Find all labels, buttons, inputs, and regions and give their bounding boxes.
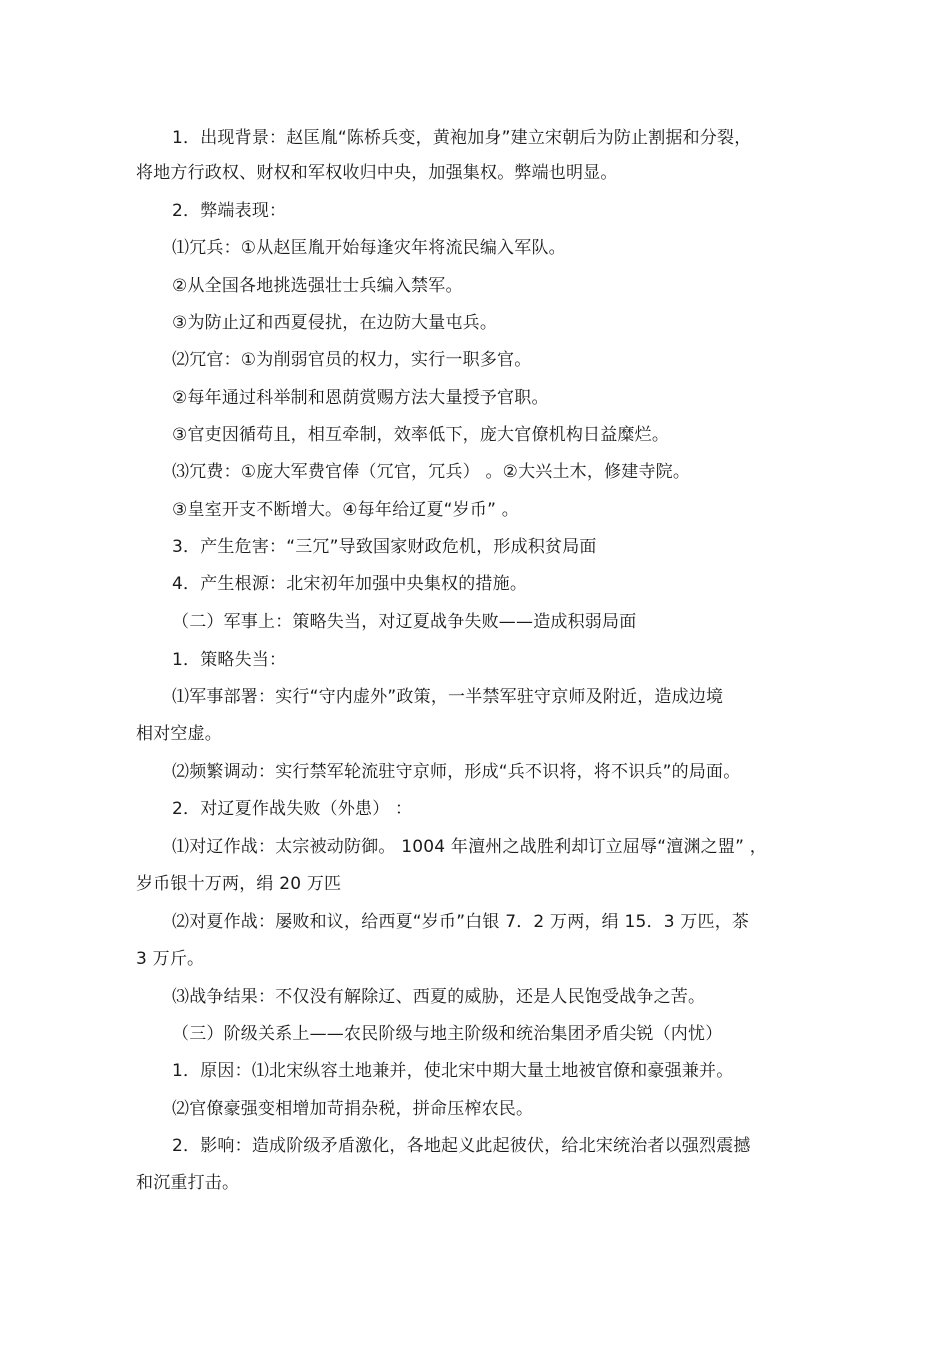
text-line: 1．原因：⑴北宋纵容土地兼并，使北宋中期大量土地被官僚和豪强兼并。 (172, 1061, 734, 1081)
text-line: 2．对辽夏作战失败（外患） ： (172, 799, 413, 819)
text-line: 2．弊端表现： (172, 201, 287, 221)
text-line: 1．策略失当： (172, 650, 287, 670)
text-line: ⑴对辽作战：太宗被动防御。 1004 年澶州之战胜利却订立屈辱“澶渊之盟” ， (172, 837, 767, 857)
text-line: ②每年通过科举制和恩荫赏赐方法大量授予官职。 (172, 388, 549, 408)
text-line: ⑶冗费：①庞大军费官俸（冗官，冗兵） 。②大兴土木，修建寺院。 (172, 462, 691, 482)
text-line: 将地方行政权、财权和军权收归中央，加强集权。弊端也明显。 (136, 163, 618, 183)
text-line: 3 万斤。 (136, 949, 205, 969)
text-line: 2．影响：造成阶级矛盾激化，各地起义此起彼伏，给北宋统治者以强烈震撼 (172, 1136, 751, 1156)
text-line: 3．产生危害：“三冗”导致国家财政危机，形成积贫局面 (172, 537, 597, 557)
text-line: ②从全国各地挑选强壮士兵编入禁军。 (172, 276, 463, 296)
section-heading: （二）军事上：策略失当，对辽夏战争失败——造成积弱局面 (172, 612, 637, 632)
text-line: 相对空虚。 (136, 724, 222, 744)
text-line: ③为防止辽和西夏侵扰，在边防大量屯兵。 (172, 313, 498, 333)
text-line: 1．出现背景：赵匡胤“陈桥兵变，黄袍加身”建立宋朝后为防止割据和分裂， (172, 128, 752, 148)
text-line: ⑵冗官：①为削弱官员的权力，实行一职多官。 (172, 350, 532, 370)
text-line: ③皇室开支不断增大。④每年给辽夏“岁币” 。 (172, 500, 519, 520)
text-line: 和沉重打击。 (136, 1173, 240, 1193)
text-line: ⑴冗兵：①从赵匡胤开始每逢灾年将流民编入军队。 (172, 238, 566, 258)
text-line: ③官吏因循苟且，相互牵制，效率低下，庞大官僚机构日益糜烂。 (172, 425, 670, 445)
text-line: ⑵官僚豪强变相增加苛捐杂税，拼命压榨农民。 (172, 1099, 534, 1119)
section-heading: （三）阶级关系上——农民阶级与地主阶级和统治集团矛盾尖锐（内忧） (172, 1024, 723, 1044)
text-line: ⑴军事部署：实行“守内虚外”政策，一半禁军驻守京师及附近，造成边境 (172, 687, 724, 707)
text-line: ⑵对夏作战：屡败和议，给西夏“岁币”白银 7．2 万两，绢 15．3 万匹，茶 (172, 912, 750, 932)
text-line: 4．产生根源：北宋初年加强中央集权的措施。 (172, 574, 528, 594)
text-line: 岁币银十万两，绢 20 万匹 (136, 874, 342, 894)
text-line: ⑶战争结果：不仅没有解除辽、西夏的威胁，还是人民饱受战争之苦。 (172, 987, 706, 1007)
text-line: ⑵频繁调动：实行禁军轮流驻守京师，形成“兵不识将，将不识兵”的局面。 (172, 762, 741, 782)
